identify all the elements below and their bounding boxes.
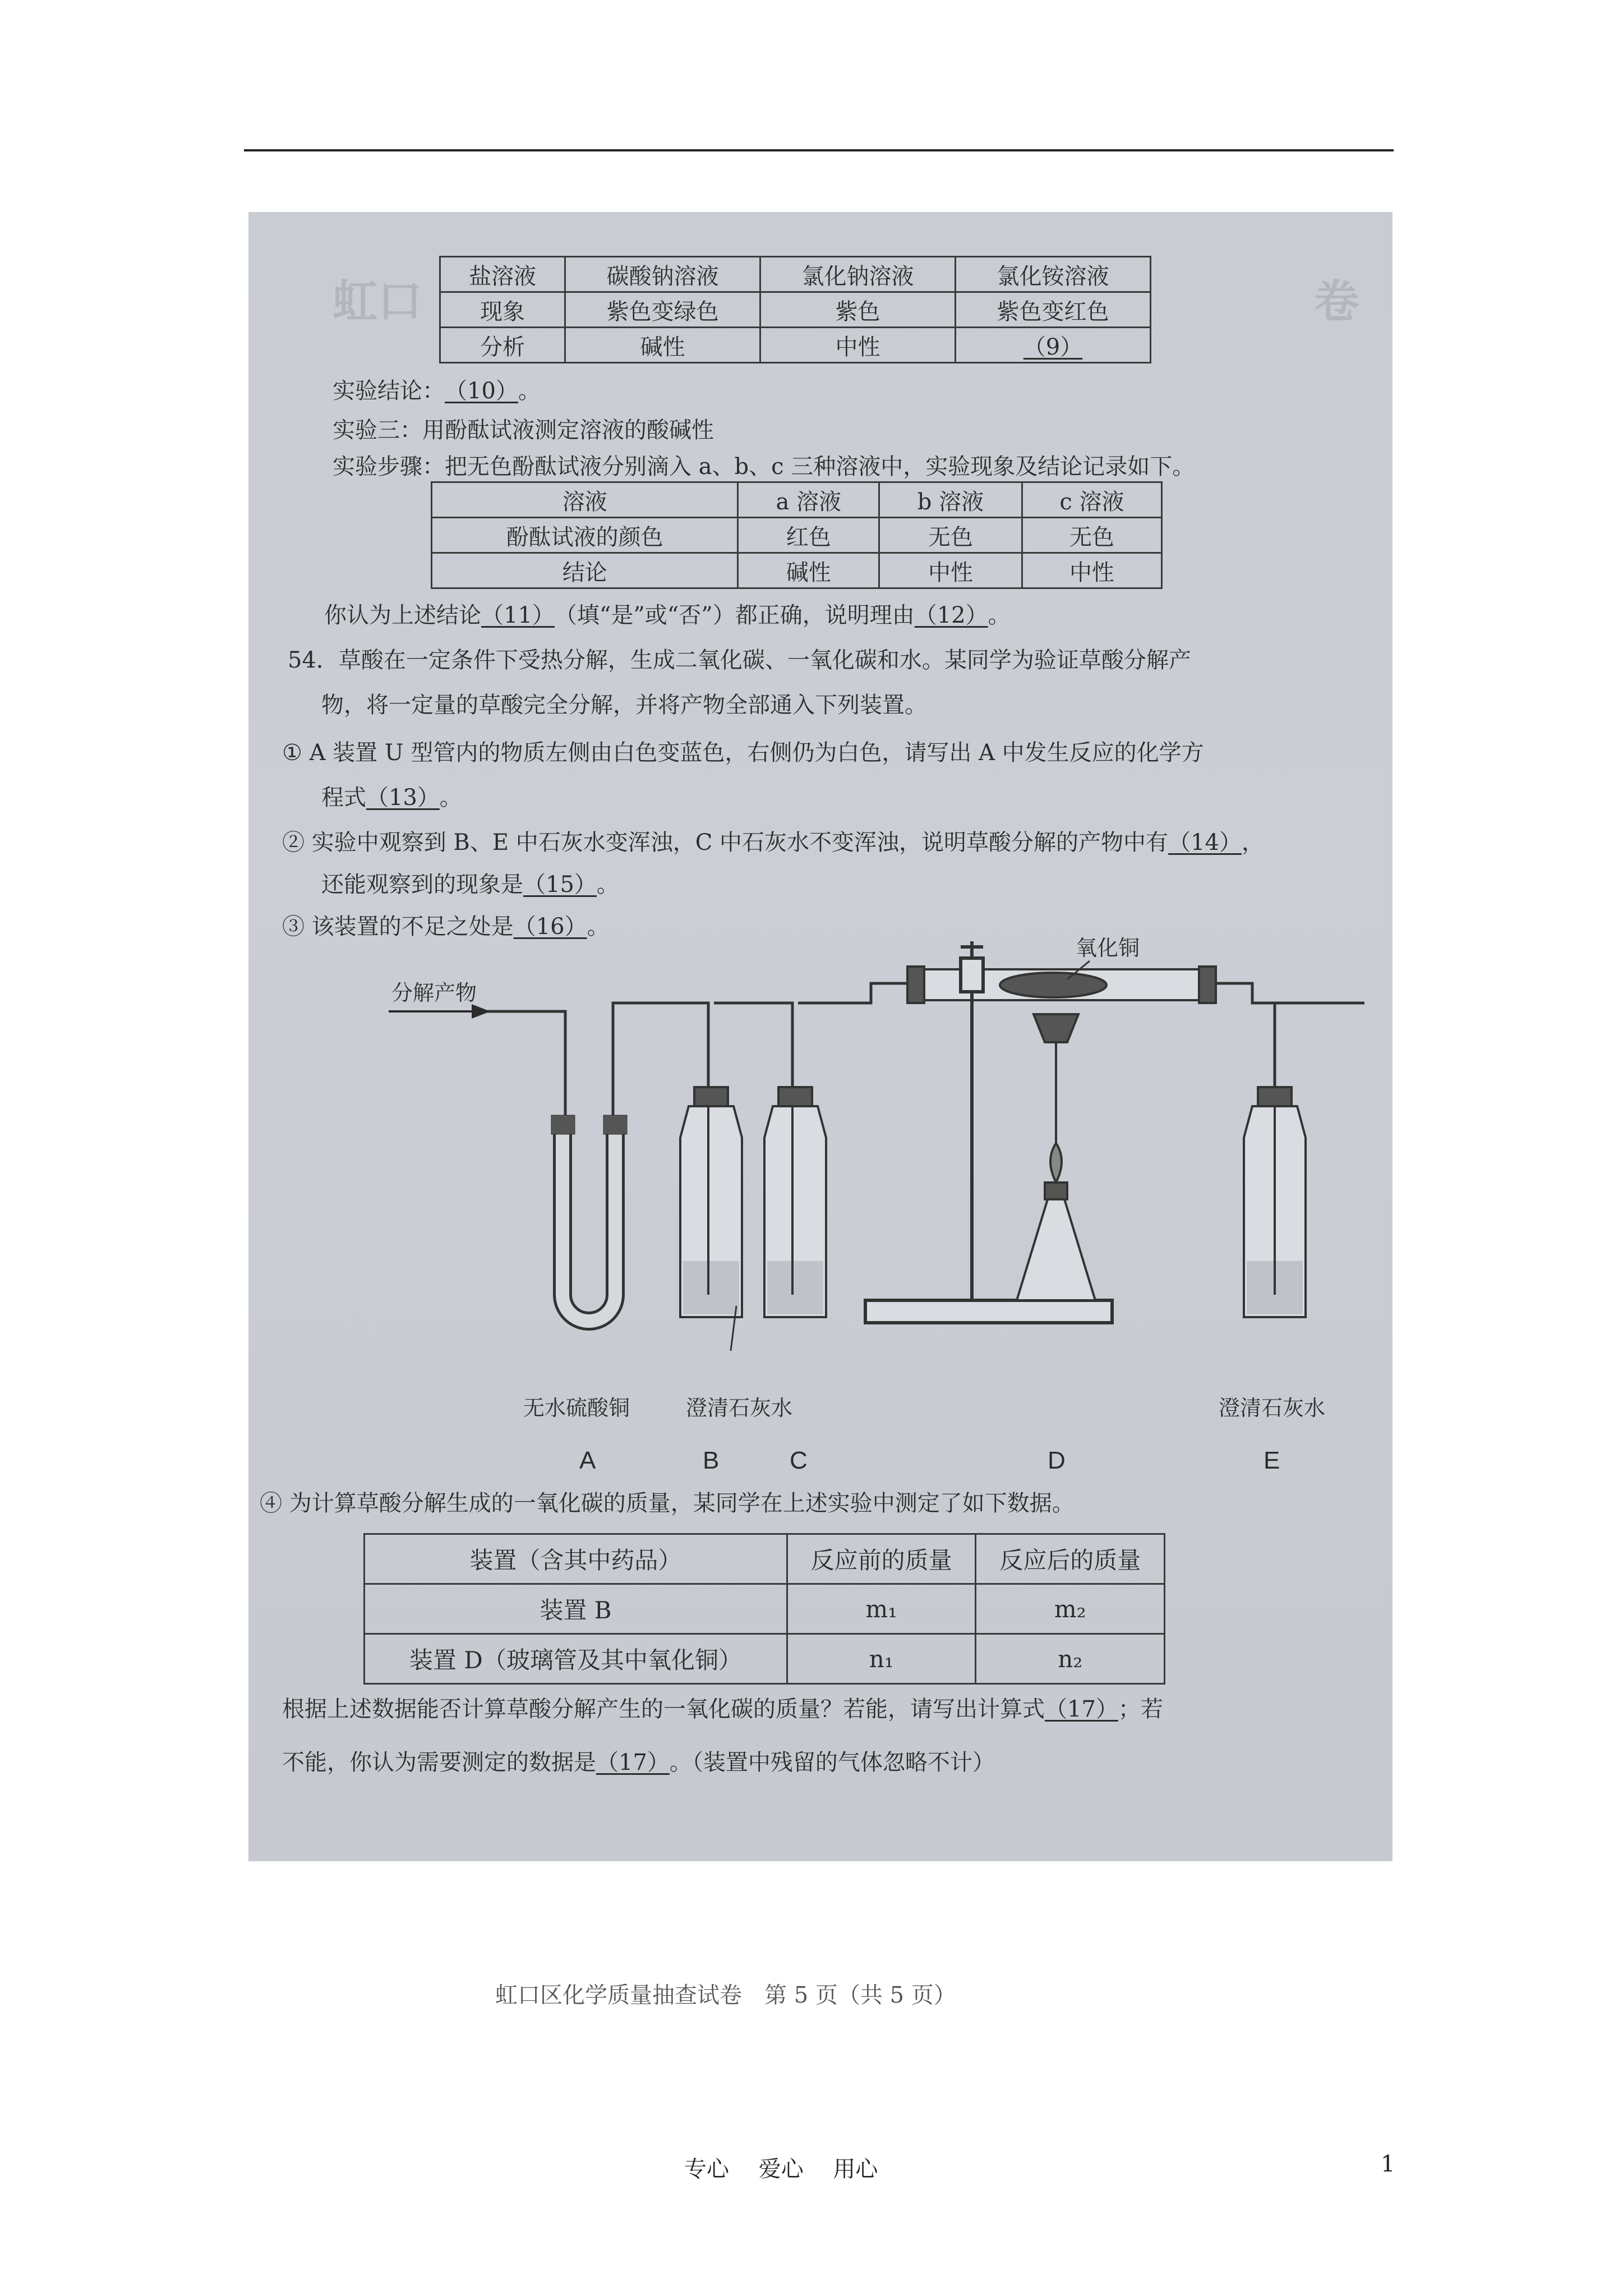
salt-solution-table: [439, 256, 1151, 364]
table-cell: m₁: [787, 1584, 976, 1634]
experiment-conclusion: [333, 378, 541, 404]
question-17-line-2: [282, 1749, 995, 1776]
bottle-c: [764, 1087, 826, 1317]
table-row: [365, 1584, 1165, 1634]
table-row: [365, 1634, 1165, 1684]
table-cell: 无色: [879, 518, 1022, 553]
text-end: ；若: [1118, 1696, 1163, 1722]
text-end: 。: [596, 872, 619, 898]
page-motto: 专心 爱心 用心: [684, 2156, 878, 2182]
question-text: 根据上述数据能否计算草酸分解产生的一氧化碳的质量？若能，请写出计算式: [282, 1696, 1045, 1722]
table-cell: c 溶液: [1022, 482, 1161, 518]
exam-photo: [248, 212, 1393, 2008]
answer-blank: （13）: [366, 785, 440, 811]
table-cell: 装置 B: [365, 1584, 787, 1634]
answer-blank: （14）: [1168, 830, 1242, 855]
table-cell: 酚酞试液的颜色: [432, 518, 738, 553]
table-cell: 紫色: [760, 292, 956, 328]
mass-data-table: [363, 1533, 1165, 1685]
label-limewater-e: 澄清石灰水: [1219, 1396, 1326, 1420]
table-cell: 紫色变绿色: [565, 292, 760, 328]
combustion-tube-d: [907, 967, 1216, 1003]
table-cell: 盐溶液: [440, 257, 565, 292]
subquestion-1-line-1: ① A 装置 U 型管内的物质左侧由白色变蓝色，右侧仍为白色，请写出 A 中发生反应的化学方: [282, 740, 1204, 766]
table-cell: [956, 328, 1151, 363]
column-header: 装置（含其中药品）: [365, 1534, 787, 1584]
page-number: 1: [1381, 2151, 1395, 2177]
alcohol-lamp: [1017, 1014, 1095, 1300]
bottle-b: [680, 1087, 742, 1317]
bleed-through-mark-left: 虹口: [333, 275, 422, 328]
answer-blank: （12）: [914, 602, 988, 628]
answer-blank: （15）: [523, 872, 597, 898]
table-cell: 结论: [432, 553, 738, 588]
question-text: ② 实验中观察到 B、E 中石灰水变浑浊，C 中石灰水不变浑浊，说明草酸分解的产物中有: [282, 830, 1169, 855]
header-rule: [244, 149, 1394, 151]
answer-blank: （10）: [445, 378, 518, 404]
question-11-12: [324, 602, 1011, 629]
experiment-three-title: 实验三：用酚酞试液测定溶液的酸碱性: [333, 417, 714, 443]
subquestion-2-line-2: [321, 871, 619, 898]
answer-blank: （9）: [1023, 334, 1083, 360]
question-text: 你认为上述结论: [324, 602, 481, 628]
experiment-three-steps: 实验步骤：把无色酚酞试液分别滴入 a、b、c 三种溶液中，实验现象及结论记录如下。: [333, 454, 1195, 480]
column-header: 反应后的质量: [976, 1534, 1165, 1584]
text-end: 。（装置中残留的气体忽略不计）: [669, 1750, 995, 1775]
table-cell: b 溶液: [879, 482, 1022, 518]
question-text: 还能观察到的现象是: [321, 872, 523, 898]
table-cell: m₂: [976, 1584, 1165, 1634]
inlet-arrow: [389, 1006, 487, 1017]
question-54-line-1: 54．草酸在一定条件下受热分解，生成二氧化碳、一氧化碳和水。某同学为验证草酸分解产: [288, 647, 1191, 673]
answer-blank: （17）: [596, 1750, 670, 1775]
letter-a: A: [579, 1447, 596, 1474]
table-cell: n₂: [976, 1634, 1165, 1684]
table-row: [440, 328, 1151, 363]
table-cell: 紫色变红色: [956, 292, 1151, 328]
question-17-line-1: [282, 1696, 1163, 1723]
text-end: 。: [988, 602, 1011, 628]
table-cell: 分析: [440, 328, 565, 363]
apparatus-diagram: [377, 936, 1353, 1485]
answer-blank: （16）: [513, 914, 587, 940]
table-row: [432, 553, 1162, 588]
question-text: 不能，你认为需要测定的数据是: [282, 1750, 596, 1775]
u-tube-a: [551, 1115, 627, 1321]
label-limewater-bc: 澄清石灰水: [686, 1396, 793, 1420]
photo-page-footer: 虹口区化学质量抽查试卷 第 5 页（共 5 页）: [495, 1982, 956, 2008]
answer-blank: （17）: [1045, 1696, 1118, 1722]
connecting-tubes: [487, 983, 1364, 1121]
table-cell: 氯化钠溶液: [760, 257, 956, 292]
table-row: [440, 292, 1151, 328]
subquestion-1-line-2: [321, 784, 462, 811]
subquestion-4: ④ 为计算草酸分解生成的一氧化碳的质量，某同学在上述实验中测定了如下数据。: [260, 1490, 1075, 1516]
inlet-label: 分解产物: [391, 981, 477, 1005]
table-cell: 红色: [738, 518, 879, 553]
label-anhydrous-copper-sulfate: 无水硫酸铜: [523, 1396, 630, 1420]
letter-e: E: [1264, 1447, 1280, 1474]
table-cell: 无色: [1022, 518, 1161, 553]
bottle-e: [1244, 1087, 1306, 1317]
table-cell: 中性: [760, 328, 956, 363]
question-text: ③ 该装置的不足之处是: [282, 914, 514, 940]
bleed-through-mark-right: 卷: [1314, 275, 1359, 328]
answer-blank: （11）: [481, 602, 555, 628]
phenolphthalein-table: [431, 481, 1163, 589]
table-cell: 碱性: [565, 328, 760, 363]
conclusion-label: 实验结论：: [333, 378, 445, 404]
table-row: [432, 482, 1162, 518]
table-cell: 中性: [879, 553, 1022, 588]
table-row: [432, 518, 1162, 553]
table-cell: 中性: [1022, 553, 1161, 588]
column-header: 反应前的质量: [787, 1534, 976, 1584]
table-cell: a 溶液: [738, 482, 879, 518]
text-end: 。: [439, 785, 462, 811]
letter-d: D: [1048, 1447, 1066, 1474]
copper-oxide-label: 氧化铜: [1076, 936, 1140, 960]
letter-c: C: [790, 1447, 808, 1474]
subquestion-2-line-1: [282, 829, 1264, 856]
question-text: （填“是”或“否”）都正确，说明理由: [554, 602, 915, 628]
question-text: 程式: [321, 785, 366, 811]
table-cell: 碱性: [738, 553, 879, 588]
letter-b: B: [703, 1447, 720, 1474]
table-cell: 装置 D（玻璃管及其中氧化铜）: [365, 1634, 787, 1684]
table-cell: 碳酸钠溶液: [565, 257, 760, 292]
question-54-line-2: 物，将一定量的草酸完全分解，并将产物全部通入下列装置。: [321, 692, 927, 718]
table-cell: 现象: [440, 292, 565, 328]
table-cell: n₁: [787, 1634, 976, 1684]
text-end: 。: [587, 914, 610, 940]
table-row: [440, 257, 1151, 292]
text-end: ，: [1241, 830, 1264, 855]
table-cell: 溶液: [432, 482, 738, 518]
text-end: 。: [518, 378, 541, 404]
table-cell: 氯化铵溶液: [956, 257, 1151, 292]
table-header-row: [365, 1534, 1165, 1584]
